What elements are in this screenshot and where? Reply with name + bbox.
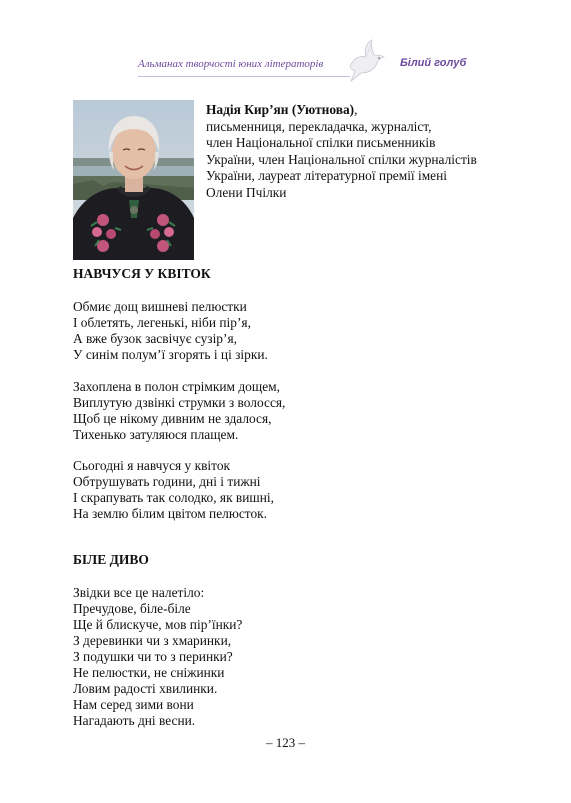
- poem-line: Щоб це нікому дивним не здалося,: [73, 411, 272, 426]
- page-header: [0, 0, 571, 96]
- poem-line: Не пелюстки, не сніжинки: [73, 665, 225, 680]
- poem-title: БІЛЕ ДИВО: [73, 552, 149, 567]
- author-name-suffix: ,: [354, 102, 358, 117]
- poem-stanza: [73, 299, 493, 363]
- author-bio-line: України, лауреат літературної премії імені: [206, 168, 448, 183]
- header-divider: [138, 76, 350, 77]
- page-number: – 123 –: [266, 735, 305, 750]
- poem-line: Захоплена в полон стрімким дощем,: [73, 379, 280, 394]
- author-bio-line: Олени Пчілки: [206, 184, 287, 200]
- poem-line: З подушки чи то з перинки?: [73, 649, 233, 664]
- poem-stanza: [73, 379, 493, 443]
- poem-line: Пречудове, біле-біле: [73, 601, 191, 616]
- poem-line: Обмиє дощ вишневі пелюстки: [73, 299, 247, 314]
- poem-line: Нагадають дні весни.: [73, 713, 196, 728]
- author-bio-line: України, член Національної спілки журналістів: [206, 151, 477, 167]
- poem-line: На землю білим цвітом пелюсток.: [73, 506, 268, 521]
- author-photo: [73, 100, 194, 260]
- almanac-title: Альманах творчості юних літераторів: [138, 58, 324, 70]
- poem-line: У синім полум’ї згорять і ці зірки.: [73, 347, 268, 362]
- poem-line: Обтрушувать години, дні і тижні: [73, 474, 261, 489]
- poem-stanza: [73, 585, 493, 729]
- author-bio-line: письменниця, перекладачка, журналіст,: [206, 118, 432, 134]
- author-info: [206, 102, 536, 201]
- poem-line: Виплутую дзвінкі струмки з волосся,: [73, 395, 286, 410]
- poem-line: І облетять, легенькі, ніби пір’я,: [73, 315, 251, 330]
- poem-title: НАВЧУСЯ У КВІТОК: [73, 266, 211, 281]
- series-title: Білий голуб: [400, 57, 467, 69]
- dove-icon: [344, 38, 386, 82]
- poem-line: Ловим радості хвилинки.: [73, 681, 218, 696]
- author-name-line: [206, 102, 536, 119]
- author-name: Надія Кир’ян (Уютнова): [206, 102, 355, 117]
- poem-line: Сьогодні я навчуся у квіток: [73, 458, 231, 473]
- poem-line: Ще й блискуче, мов пір’їнки?: [73, 617, 243, 632]
- poem-line: Тихенько затуляюся плащем.: [73, 427, 239, 442]
- poem-stanza: [73, 458, 493, 522]
- author-bio-line: член Національної спілки письменників: [206, 135, 436, 150]
- poem-line: І скрапувать так солодко, як вишні,: [73, 490, 274, 505]
- poem-line: А вже бузок засвічує сузір’я,: [73, 331, 237, 346]
- poem-line: Нам серед зими вони: [73, 697, 194, 712]
- poem-line: З деревинки чи з хмаринки,: [73, 633, 232, 648]
- poem-line: Звідки все це налетіло:: [73, 585, 205, 600]
